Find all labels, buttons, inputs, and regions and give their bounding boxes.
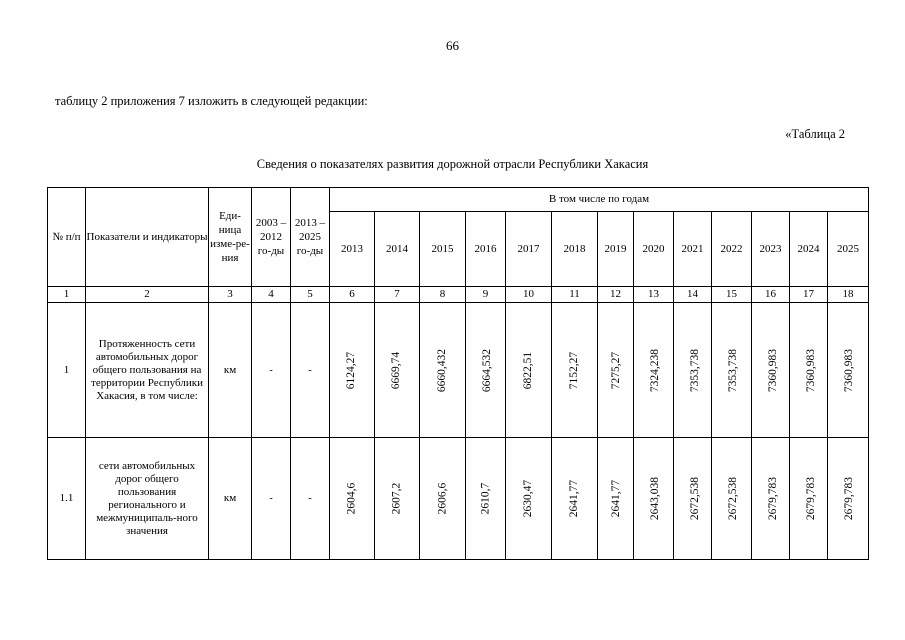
column-number-cell: 8 [420,287,466,303]
column-number-cell: 5 [291,287,330,303]
value-cell-2023: 7360,983 [752,303,790,438]
row-number: 1.1 [48,438,86,560]
header-period-2013-2025: 2013 – 2025 го-ды [291,188,330,287]
header-year-2015: 2015 [420,212,466,287]
column-number-cell: 6 [330,287,375,303]
header-year-2024: 2024 [790,212,828,287]
value-cell-2022: 2672,538 [712,438,752,560]
table-title: Сведения о показателях развития дорожной отрасли Республики Хакасия [256,157,649,171]
value-cell-2017: 2630,47 [506,438,552,560]
header-year-2022: 2022 [712,212,752,287]
row-number: 1 [48,303,86,438]
value-cell-2021: 2672,538 [674,438,712,560]
row-period-2003-2012: - [252,303,291,438]
value-cell-2013: 2604,6 [330,438,375,560]
indicators-table [47,187,869,560]
column-number-cell: 12 [598,287,634,303]
intro-text: таблицу 2 приложения 7 изложить в следующей редакции: [55,94,368,108]
header-unit: Еди-ница изме-ре-ния [209,188,252,287]
row-period-2013-2025: - [291,438,330,560]
column-number-cell: 18 [828,287,869,303]
column-number-cell: 9 [466,287,506,303]
row-indicator: сети автомобильных дорог общего пользования регионального и межмуниципаль-ного значения [86,438,209,560]
page-number: 66 [446,38,459,53]
value-cell-2015: 2606,6 [420,438,466,560]
column-number-cell: 10 [506,287,552,303]
column-numbers-row [48,287,869,303]
header-num: № п/п [48,188,86,287]
column-number-cell: 7 [375,287,420,303]
column-number-cell: 13 [634,287,674,303]
column-number-cell: 14 [674,287,712,303]
value-cell-2025: 2679,783 [828,438,869,560]
header-year-2023: 2023 [752,212,790,287]
header-year-2016: 2016 [466,212,506,287]
column-number-cell: 11 [552,287,598,303]
value-cell-2025: 7360,983 [828,303,869,438]
column-number-cell: 2 [86,287,209,303]
column-number-cell: 1 [48,287,86,303]
value-cell-2020: 7324,238 [634,303,674,438]
value-cell-2024: 7360,983 [790,303,828,438]
column-number-cell: 4 [252,287,291,303]
value-cell-2023: 2679,783 [752,438,790,560]
header-year-2025: 2025 [828,212,869,287]
value-cell-2021: 7353,738 [674,303,712,438]
header-period-2003-2012: 2003 – 2012 го-ды [252,188,291,287]
header-year-2019: 2019 [598,212,634,287]
value-cell-2020: 2643,038 [634,438,674,560]
header-year-2021: 2021 [674,212,712,287]
column-number-cell: 17 [790,287,828,303]
value-cell-2022: 7353,738 [712,303,752,438]
value-cell-2014: 6669,74 [375,303,420,438]
header-year-2017: 2017 [506,212,552,287]
table-row [48,438,869,560]
value-cell-2015: 6660,432 [420,303,466,438]
header-years-group: В том числе по годам [330,188,869,212]
header-year-2013: 2013 [330,212,375,287]
table-label: «Таблица 2 [785,127,845,141]
row-unit: км [209,438,252,560]
header-year-2018: 2018 [552,212,598,287]
header-indicator: Показатели и индикаторы [86,188,209,287]
column-number-cell: 3 [209,287,252,303]
header-year-2020: 2020 [634,212,674,287]
column-number-cell: 16 [752,287,790,303]
value-cell-2018: 7152,27 [552,303,598,438]
value-cell-2016: 6664,532 [466,303,506,438]
value-cell-2019: 7275,27 [598,303,634,438]
value-cell-2018: 2641,77 [552,438,598,560]
value-cell-2016: 2610,7 [466,438,506,560]
value-cell-2014: 2607,2 [375,438,420,560]
value-cell-2024: 2679,783 [790,438,828,560]
row-period-2013-2025: - [291,303,330,438]
value-cell-2019: 2641,77 [598,438,634,560]
row-indicator: Протяженность сети автомобильных дорог общего пользования на территории Республики Хакасия, в том числе: [86,303,209,438]
table-row [48,303,869,438]
value-cell-2013: 6124,27 [330,303,375,438]
row-unit: км [209,303,252,438]
row-period-2003-2012: - [252,438,291,560]
value-cell-2017: 6822,51 [506,303,552,438]
column-number-cell: 15 [712,287,752,303]
header-year-2014: 2014 [375,212,420,287]
